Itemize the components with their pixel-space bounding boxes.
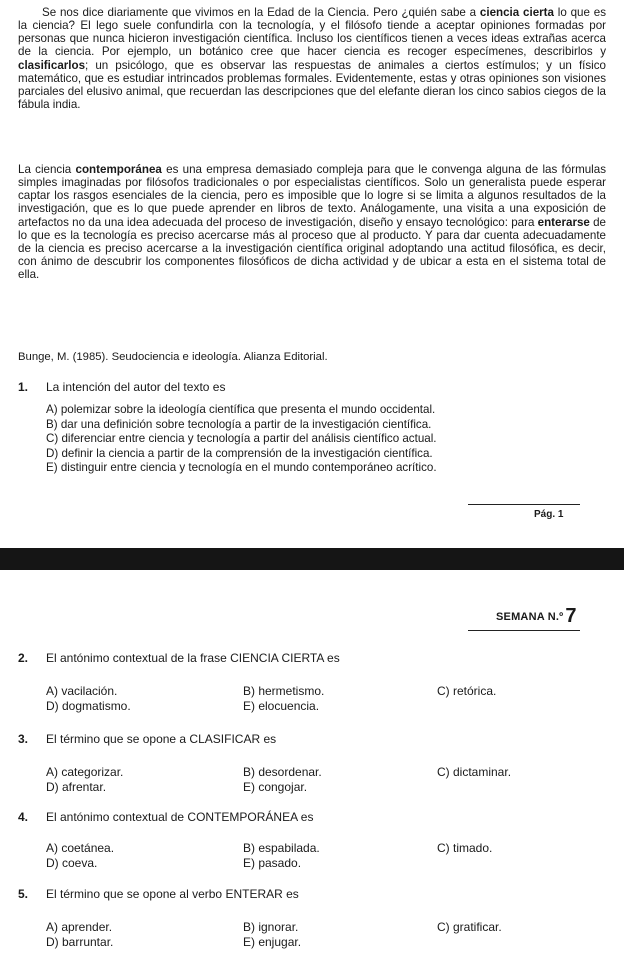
week-number: 7: [565, 605, 577, 627]
q1-option-e[interactable]: E) distinguir entre ciencia y tecnología en el mundo contemporáneo acrítico.: [46, 461, 437, 475]
q3-option-d[interactable]: D) afrentar.: [46, 780, 107, 794]
q1-option-a[interactable]: A) polemizar sobre la ideología científica que presenta el mundo occidental.: [46, 403, 436, 416]
week-label: SEMANA N.º: [496, 611, 564, 623]
question-5-number: 5.: [18, 887, 29, 901]
page-number: Pág. 1: [534, 509, 564, 520]
question-4-text: El antónimo contextual de CONTEMPORÁNEA es: [46, 810, 314, 824]
q3-option-b[interactable]: B) desordenar.: [243, 765, 322, 779]
passage-paragraph-1: Se nos dice diariamente que vivimos en la Edad de la Ciencia. Pero ¿quién sabe a ciencia cierta lo que es la ciencia? El lego suele confundirla con la tecnología, y el filósofo tiende a aceptar opiniones formadas por personas que nunca hicieron investigación científica. Incluso los científicos tienen a veces ideas extrañas acerca de la ciencia. Por ejemplo, un botánico cree que hacer ciencia es recoger especímenes, describirlos y clasificarlos; un psicólogo, que es observar las respuestas de animales a ciertos estímulos; y un físico matemático, que es estudiar intrincados problemas formales. Evidentemente, estas y otras opiniones son visiones parciales del elusivo animal, que recuerdan las descripciones que del elefante dieran los cinco sabios ciegos de la fábula india.: [18, 6, 606, 112]
week-header: [496, 605, 577, 628]
question-1-options: [46, 403, 437, 476]
q4-option-a[interactable]: A) coetánea.: [46, 841, 115, 855]
q4-option-d[interactable]: D) coeva.: [46, 856, 98, 870]
question-3-number: 3.: [18, 732, 29, 746]
question-3-text: El término que se opone a CLASIFICAR es: [46, 732, 277, 746]
q5-option-e[interactable]: E) enjugar.: [243, 935, 302, 949]
question-4-number: 4.: [18, 810, 29, 824]
q1-option-d[interactable]: D) definir la ciencia a partir de la comprensión de la investigación científica.: [46, 446, 433, 460]
passage-paragraph-2: La ciencia contemporánea es una empresa demasiado compleja para que le convenga alguna de las fórmulas simples imaginadas por filósofos tradicionales o por especialistas científicos. Solo un generalista puede esperar captar los rasgos esenciales de la ciencia, pero es imposible que lo logre si se limita a algunos resultados de la investigación, que es lo que puede aprender en libros de texto. Análogamente, una visita a una exposición de artefactos no da una idea adecuada del proceso de investigación, diseño y ensayo tecnológico: para enterarse de lo que es la tecnología es preciso acercarse más al proceso que al producto. Y para dar cuenta adecuadamente de la ciencia es preciso acercarse a la investigación científica original adoptando una actitud filosófica, es decir, con ánimo de descubrir los componentes filosóficos de dicha actividad y de ubicar a esta en el sistema total de ella.: [18, 163, 607, 282]
question-1-number: 1.: [18, 380, 29, 394]
q5-option-a[interactable]: A) aprender.: [46, 920, 113, 934]
bibliographic-source: Bunge, M. (1985). Seudociencia e ideología. Alianza Editorial.: [18, 351, 328, 363]
q2-option-d[interactable]: D) dogmatismo.: [46, 699, 131, 713]
week-header-rule: [468, 630, 580, 631]
q4-option-b[interactable]: B) espabilada.: [243, 841, 320, 855]
q5-option-d[interactable]: D) barruntar.: [46, 935, 114, 949]
question-1-text: La intención del autor del texto es: [46, 380, 226, 394]
q4-option-c[interactable]: C) timado.: [437, 841, 493, 855]
keyword-ciencia-cierta: ciencia cierta: [479, 6, 554, 19]
q2-option-e[interactable]: E) elocuencia.: [243, 699, 320, 713]
keyword-enterarse: enterarse: [537, 215, 590, 229]
q2-option-c[interactable]: C) retórica.: [437, 684, 497, 698]
keyword-clasificarlos: clasificarlos: [18, 58, 86, 72]
page-number-rule: [468, 504, 580, 505]
keyword-contemporanea: contemporánea: [75, 163, 162, 176]
q4-option-e[interactable]: E) pasado.: [243, 856, 302, 870]
question-2-number: 2.: [18, 651, 29, 665]
question-2-text: El antónimo contextual de la frase CIENCIA CIERTA es: [46, 651, 340, 665]
page-divider-band: [0, 548, 624, 570]
q2-option-a[interactable]: A) vacilación.: [46, 684, 118, 698]
q3-option-e[interactable]: E) congojar.: [243, 780, 308, 794]
q2-option-b[interactable]: B) hermetismo.: [243, 684, 325, 698]
question-5-text: El término que se opone al verbo ENTERAR es: [46, 887, 299, 901]
q5-option-b[interactable]: B) ignorar.: [243, 920, 299, 934]
q3-option-a[interactable]: A) categorizar.: [46, 765, 124, 779]
q5-option-c[interactable]: C) gratificar.: [437, 920, 502, 934]
q1-option-c[interactable]: C) diferenciar entre ciencia y tecnología a partir del análisis científico actual.: [46, 432, 437, 446]
q1-option-b[interactable]: B) dar una definición sobre tecnología a partir de la investigación científica.: [46, 417, 432, 431]
q3-option-c[interactable]: C) dictaminar.: [437, 765, 512, 779]
